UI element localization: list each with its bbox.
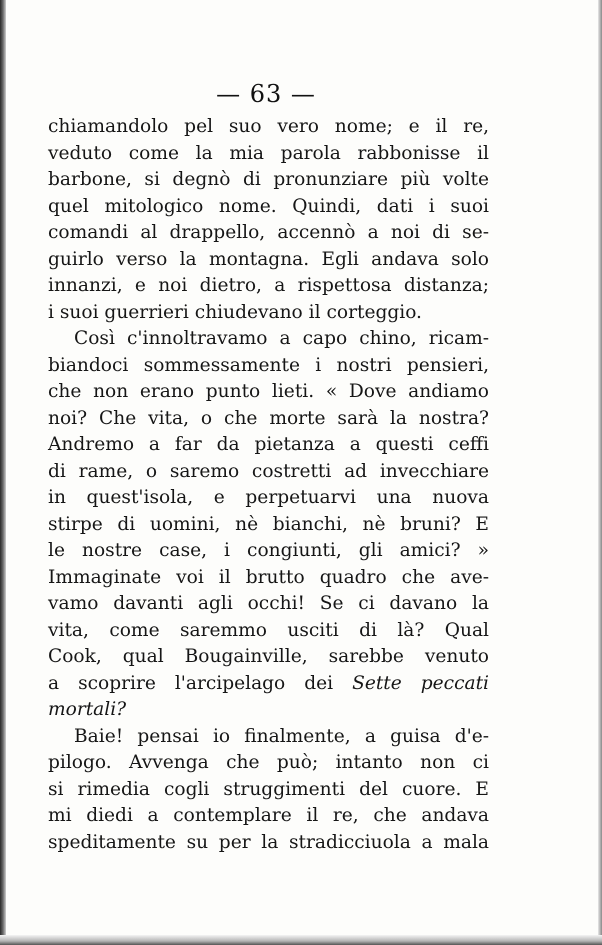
page-binding-shadow xyxy=(0,0,6,945)
text-line: che non erano punto lieti. « Dove andiamo xyxy=(48,381,489,402)
text-line: di rame, o saremo costretti ad invecchiare xyxy=(48,460,489,482)
text-line: Così c'innoltravamo a capo chino, ricam- xyxy=(74,328,489,349)
text-line: chiamandolo pel suo vero nome; e il re, xyxy=(48,116,489,137)
page-bottom-edge xyxy=(0,935,602,945)
text-line: veduto come la mia parola rabbonisse il xyxy=(48,142,489,164)
text-line: quel mitologico nome. Quindi, dati i suoi xyxy=(48,195,489,217)
text-line: vita, come saremmo usciti di là? Qual xyxy=(48,619,489,641)
text-line: biandoci sommessamente i nostri pensieri, xyxy=(48,354,489,376)
text-line: si rimedia cogli struggimenti del cuore. E xyxy=(48,778,489,800)
text-line: le nostre case, i congiunti, gli amici? » xyxy=(48,540,489,561)
text-line: a scoprire l'arcipelago dei Sette peccati xyxy=(48,672,489,694)
text-line: vamo davanti agli occhi! Se ci davano la xyxy=(48,593,489,614)
text-line: Immaginate voi il brutto quadro che ave- xyxy=(48,566,489,588)
text-line: mi diedi a contemplare il re, che andava xyxy=(48,805,489,826)
text-line: pilogo. Avvenga che può; intanto non ci xyxy=(48,752,489,773)
text-line: Cook, qual Bougainville, sarebbe venuto xyxy=(48,646,489,667)
text-line: comandi al drappello, accennò a noi di se- xyxy=(48,222,489,243)
page-number: — 63 — xyxy=(216,80,316,108)
body-text xyxy=(48,114,489,856)
italic-title: mortali? xyxy=(48,699,127,720)
text-line: stirpe di uomini, nè bianchi, nè bruni? E xyxy=(48,513,489,535)
text-line: barbone, si degnò di pronunziare più volte xyxy=(48,169,489,190)
text-line xyxy=(48,697,489,724)
text-line: innanzi, e noi dietro, a rispettosa distanza; xyxy=(48,275,489,296)
text-line: in quest'isola, e perpetuarvi una nuova xyxy=(48,487,489,508)
text-line: noi? Che vita, o che morte sarà la nostra? xyxy=(48,407,489,429)
text-line: i suoi guerrieri chiudevano il corteggio. xyxy=(48,301,422,323)
text-line: speditamente su per la stradicciuola a mala xyxy=(48,831,489,853)
text-line: guirlo verso la montagna. Egli andava solo xyxy=(48,248,489,270)
italic-title: Sette peccati xyxy=(352,672,489,694)
text-line: Baie! pensai io finalmente, a guisa d'e- xyxy=(74,725,489,747)
page-right-edge xyxy=(598,0,602,945)
text-line: Andremo a far da pietanza a questi ceffi xyxy=(48,434,489,455)
